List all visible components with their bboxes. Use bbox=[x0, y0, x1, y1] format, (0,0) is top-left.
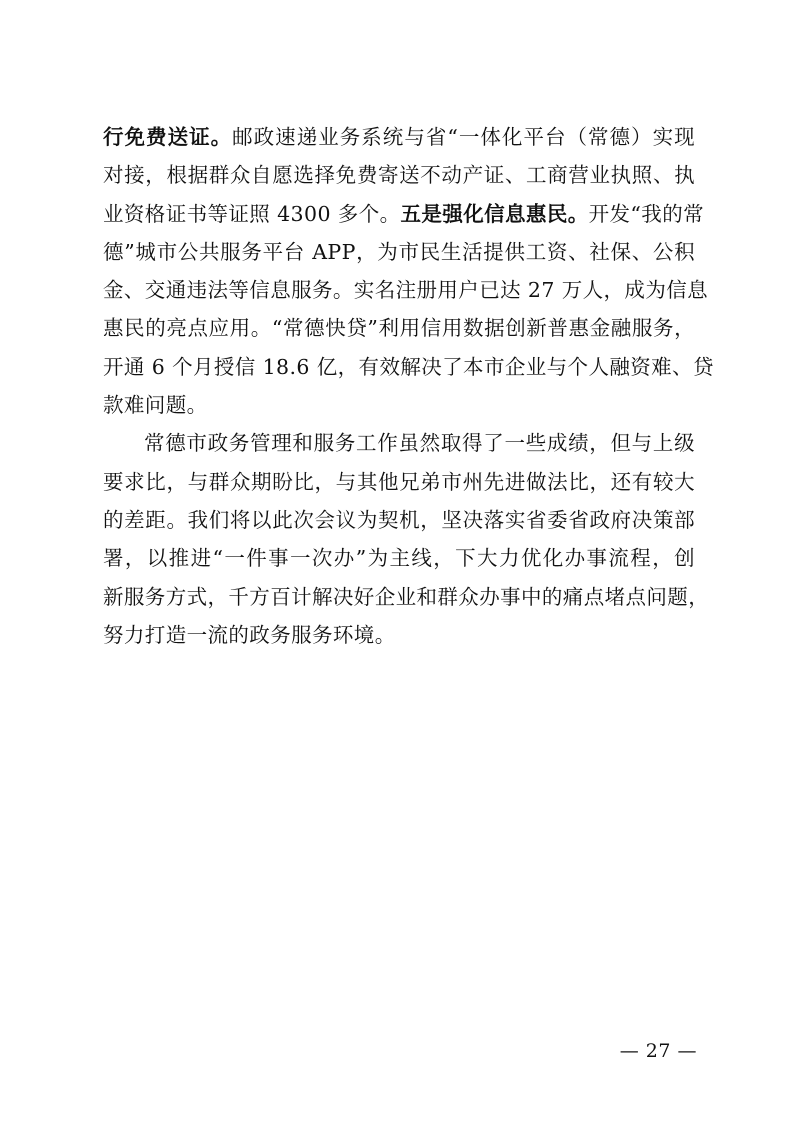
text-run: 邮政速递业务系统与省“一体化平台（常德）实现 bbox=[232, 125, 695, 149]
bold-phrase: 行免费送证。 bbox=[103, 125, 233, 149]
body-text bbox=[103, 118, 714, 654]
paragraph-line: 款难问题。 bbox=[103, 393, 208, 418]
text-run: 业资格证书等证照 4300 多个。 bbox=[103, 201, 401, 226]
paragraph-line: 要求比，与群众期盼比，与其他兄弟市州先进做法比，还有较大 bbox=[103, 469, 695, 494]
paragraph-line: 署，以推进“一件事一次办”为主线，下大力优化办事流程，创 bbox=[103, 546, 695, 571]
paragraph-line bbox=[103, 118, 695, 156]
paragraph-line: 的差距。我们将以此次会议为契机，坚决落实省委省政府决策部 bbox=[103, 507, 695, 532]
text-run: 开发“我的常 bbox=[588, 201, 705, 226]
paragraph-line: 努力打造一流的政务服务环境。 bbox=[103, 622, 396, 647]
paragraph-line: 德”城市公共服务平台 APP，为市民生活提供工资、社保、公积 bbox=[103, 239, 695, 264]
paragraph-line: 金、交通违法等信息服务。实名注册用户已达 27 万人，成为信息 bbox=[103, 278, 709, 303]
paragraph-line: 对接，根据群众自愿选择免费寄送不动产证、工商营业执照、执 bbox=[103, 163, 695, 188]
paragraph-line: 惠民的亮点应用。“常德快贷”利用信用数据创新普惠金融服务， bbox=[103, 316, 695, 341]
bold-phrase: 五是强化信息惠民。 bbox=[400, 201, 589, 226]
page-number: — 27 — bbox=[619, 1040, 697, 1062]
paragraph-1 bbox=[103, 118, 714, 424]
paragraph-line: 常德市政务管理和服务工作虽然取得了一些成绩，但与上级 bbox=[144, 431, 695, 456]
paragraph-2 bbox=[103, 424, 710, 654]
paragraph-line: 新服务方式，千方百计解决好企业和群众办事中的痛点堵点问题， bbox=[103, 584, 710, 609]
paragraph-line bbox=[103, 195, 705, 233]
paragraph-line: 开通 6 个月授信 18.6 亿，有效解决了本市企业与个人融资难、贷 bbox=[103, 354, 714, 379]
